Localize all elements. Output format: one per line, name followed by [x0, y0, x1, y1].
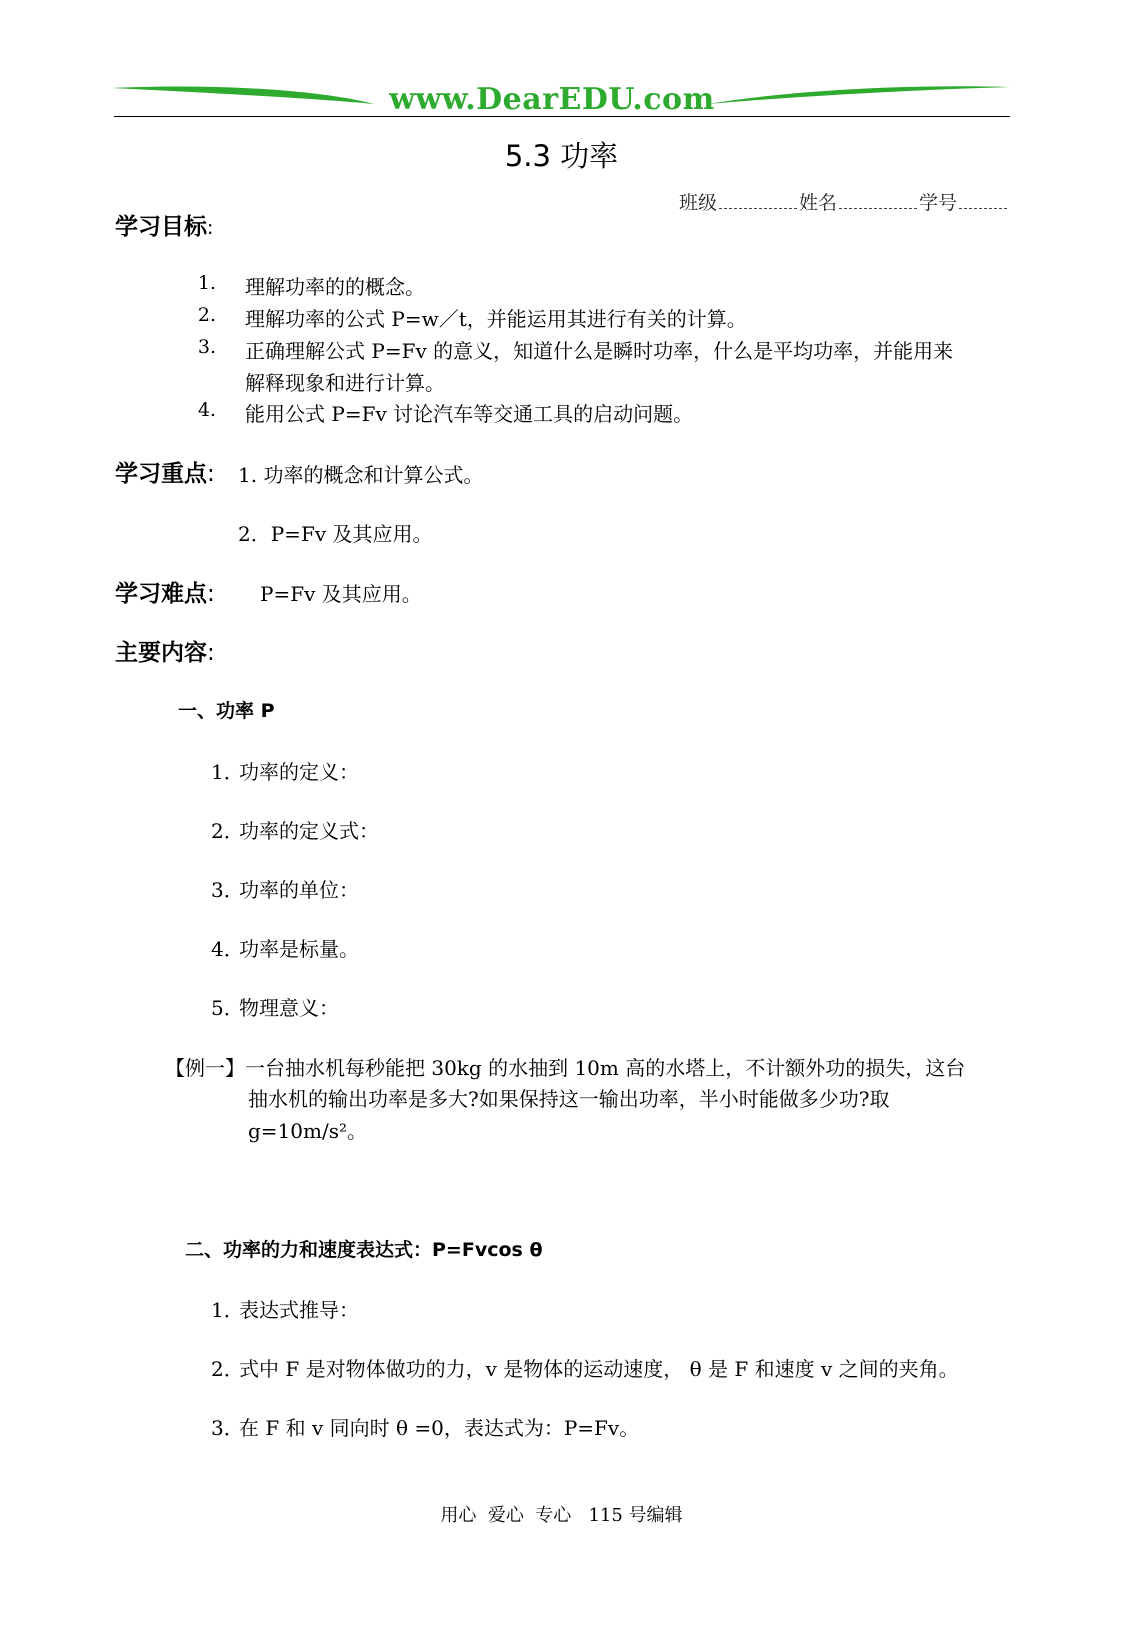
name-label: 姓名 — [798, 192, 837, 214]
example-line: 一台抽水机每秒能把 30kg 的水抽到 10m 高的水塔上，不计额外功的损失，这台 — [245, 1056, 966, 1080]
student-info-line — [679, 188, 1009, 215]
item-num: 4． — [211, 937, 244, 961]
main-content-colon: : — [207, 640, 215, 666]
item-num: 5． — [211, 996, 244, 1020]
item-text: 功率是标量。 — [239, 937, 359, 961]
item-text: 功率的定义： — [239, 760, 359, 784]
item-text: 物理意义： — [239, 996, 339, 1020]
objective-text: 理解功率的的概念。 — [245, 275, 425, 299]
objective-text: 理解功率的公式 P=w／t，并能运用其进行有关的计算。 — [245, 307, 747, 331]
section2-item — [211, 1294, 359, 1323]
header-rule — [114, 116, 1010, 117]
objective-text: 正确理解公式 P=Fv 的意义，知道什么是瞬时功率，什么是平均功率，并能用来 — [245, 339, 954, 363]
section1-item — [211, 992, 339, 1021]
section1-item — [211, 874, 359, 903]
section1-item — [211, 815, 379, 844]
key-point-item: 2．P=Fv 及其应用。 — [238, 522, 433, 546]
page-footer: 用心 爱心 专心 115 号编辑 — [440, 1505, 683, 1526]
key-points-heading-text: 学习重点 — [115, 461, 207, 487]
main-content-heading-text: 主要内容 — [115, 640, 207, 666]
example-line: g=10m/s²。 — [248, 1119, 367, 1143]
difficulties-colon: : — [207, 581, 215, 607]
objective-num: 1. — [197, 272, 216, 294]
item-num: 1． — [211, 1298, 244, 1322]
name-blank — [839, 207, 917, 209]
section1-item — [211, 933, 359, 962]
section2-title: 二、功率的力和速度表达式：P=Fvcos θ — [185, 1239, 543, 1261]
number-label: 学号 — [918, 192, 957, 214]
difficulty-text: P=Fv 及其应用。 — [260, 582, 422, 606]
objective-text-continued: 解释现象和进行计算。 — [245, 371, 445, 395]
difficulties-heading — [115, 575, 215, 608]
left-swoosh — [112, 87, 374, 104]
objective-num: 3. — [197, 336, 216, 358]
number-blank — [959, 207, 1007, 209]
objective-text: 能用公式 P=Fv 讨论汽车等交通工具的启动问题。 — [245, 402, 694, 426]
key-points-colon: : — [207, 461, 215, 487]
item-text: 式中 F 是对物体做功的力，v 是物体的运动速度， θ 是 F 和速度 v 之间的夹角。 — [239, 1357, 959, 1381]
item-num: 3． — [211, 878, 244, 902]
main-content-heading — [115, 634, 215, 667]
objectives-heading-text: 学习目标 — [115, 214, 207, 240]
item-text: 功率的单位： — [239, 878, 359, 902]
section1-title: 一、功率 P — [178, 700, 275, 722]
site-logo-text: www.DearEDU.com — [389, 82, 715, 117]
item-text: 在 F 和 v 同向时 θ =0，表达式为：P=Fv。 — [239, 1416, 640, 1440]
objective-num: 2. — [197, 304, 216, 326]
right-swoosh — [708, 86, 1010, 104]
key-points-heading — [115, 455, 215, 488]
item-text: 功率的定义式： — [239, 819, 379, 843]
item-num: 1． — [211, 760, 244, 784]
section2-item — [211, 1412, 639, 1441]
class-label: 班级 — [678, 192, 717, 214]
item-num: 2． — [211, 1357, 244, 1381]
item-num: 2． — [211, 819, 244, 843]
item-num: 3． — [211, 1416, 244, 1440]
objectives-colon: : — [207, 217, 214, 239]
section1-item — [211, 756, 359, 785]
class-blank — [719, 207, 797, 209]
item-text: 表达式推导： — [239, 1298, 359, 1322]
key-point-item: 1. 功率的概念和计算公式。 — [238, 463, 484, 487]
example-label: 【例一】 — [165, 1056, 245, 1080]
objective-num: 4. — [197, 399, 216, 421]
difficulties-heading-text: 学习难点 — [115, 581, 207, 607]
objectives-heading — [115, 208, 213, 241]
section2-item — [211, 1353, 959, 1382]
example-line: 抽水机的输出功率是多大?如果保持这一输出功率，半小时能做多少功?取 — [248, 1087, 890, 1111]
page-title: 5.3 功率 — [504, 139, 619, 173]
